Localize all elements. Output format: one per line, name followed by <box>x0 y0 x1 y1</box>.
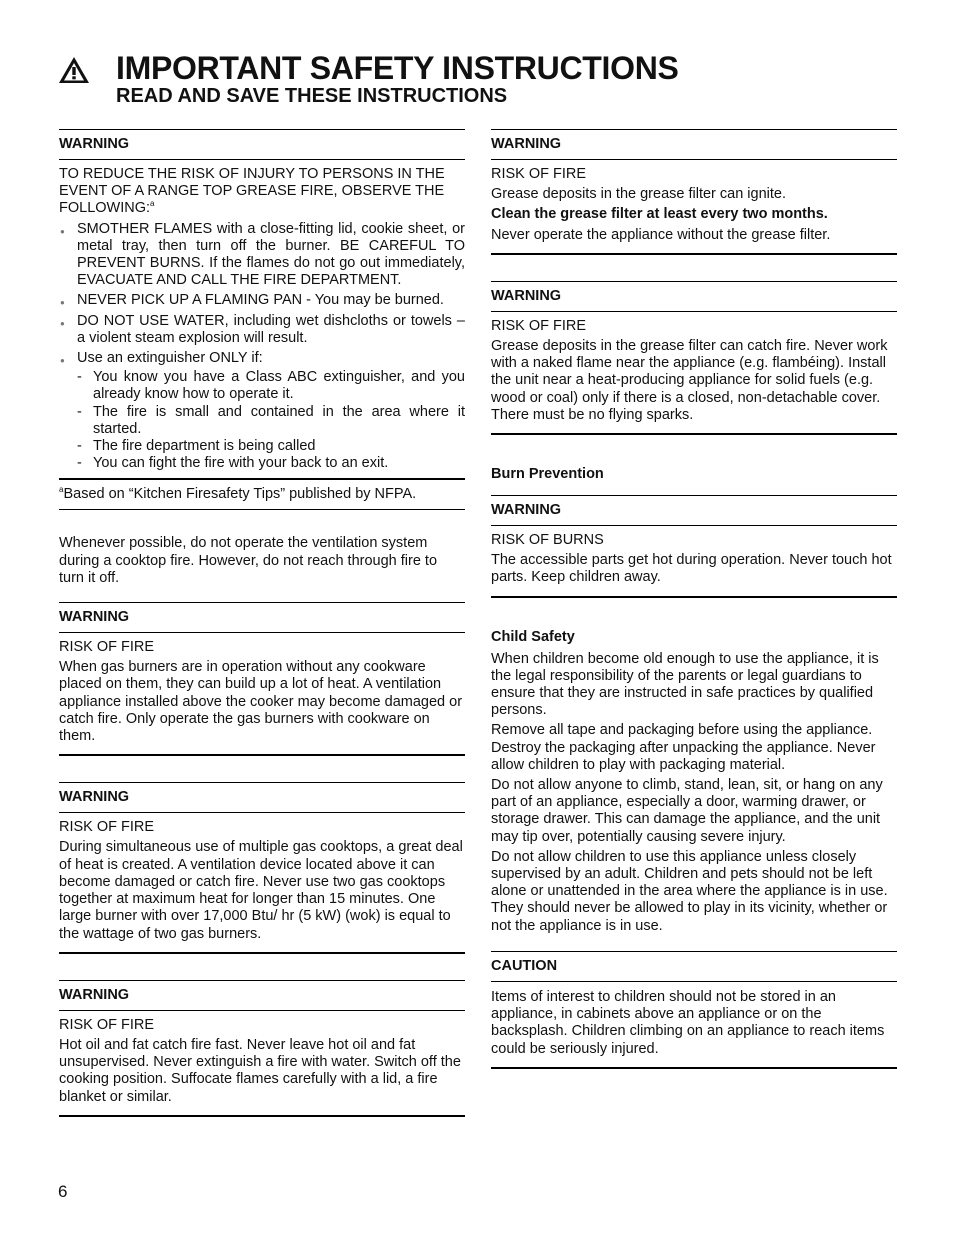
caution-text: Items of interest to children should not be stored in an appliance, in cabinets above an appliance or on the backsplash. Children climbing on an appliance to reach items could be seriously injured. <box>491 988 885 1057</box>
page-number: 6 <box>58 1182 68 1201</box>
risk-title: RISK OF FIRE <box>59 1016 155 1033</box>
warning-text: Grease deposits in the grease filter can catch fire. Never work with a naked flame near the appliance (e.g. flambéing). Install the unit near a heat-producing appliance for solid fuels (e.g. wood or coal) only if there is a closed, non-detachable cover. There must be no flying sparks. <box>491 338 888 423</box>
right-column <box>491 129 897 1069</box>
grease-filter-warning <box>491 129 897 255</box>
list-item: ● Use an extinguisher ONLY if: <box>59 350 465 367</box>
risk-title: RISK OF BURNS <box>491 532 604 549</box>
warning-label: WARNING <box>491 282 897 312</box>
naked-flame-warning <box>491 281 897 435</box>
burn-warning <box>491 495 897 598</box>
child-safety-paragraph: When children become old enough to use the appliance, it is the legal responsibility of the parents or legal guardians to ensure that they are instructed in safe practices by qualified persons. <box>491 650 879 719</box>
extinguisher-conditions <box>59 369 465 472</box>
warning-label: WARNING <box>491 130 897 160</box>
fire-warning-multiple-cooktops <box>59 782 465 953</box>
risk-title: RISK OF FIRE <box>491 317 587 334</box>
burn-prevention-heading: Burn Prevention <box>491 466 604 483</box>
grease-fire-intro: TO REDUCE THE RISK OF INJURY TO PERSONS IN THE EVENT OF A RANGE TOP GREASE FIRE, OBSERVE THE FOLLOWING:$^a$ <box>59 166 445 217</box>
footnote: $^a$Based on “Kitchen Firesafety Tips” published by NFPA. <box>59 480 465 510</box>
warning-label: WARNING <box>59 130 465 160</box>
left-column <box>59 129 465 1117</box>
warning-text: When gas burners are in operation without any cookware placed on them, they can build up a lot of heat. A ventilation appliance installed above the cooker may become damaged or catch fire. Only operate the gas burners with cookware on them. <box>59 659 463 745</box>
warning-emphasis: Clean the grease filter at least every two months. <box>491 206 828 223</box>
caution-box <box>491 951 897 1069</box>
warning-label: WARNING <box>59 603 465 633</box>
risk-title: RISK OF FIRE <box>491 166 587 182</box>
ventilation-note: Whenever possible, do not operate the ventilation system during a cooktop fire. However, do not reach through fire to turn it off. <box>59 535 438 586</box>
list-item: ● DO NOT USE WATER, including wet dishcloths or towels – a violent steam explosion will result. <box>59 313 465 347</box>
grease-fire-bullets <box>59 221 465 368</box>
child-safety-paragraph: Do not allow anyone to climb, stand, lean, sit, or hang on any part of an appliance, especially a door, warming drawer, or storage drawer. This can damage the appliance, and the unit may tip over, potentially causing severe injury. <box>491 777 883 845</box>
list-item: - The fire is small and contained in the area where it started. <box>75 404 465 438</box>
list-item: - You can fight the fire with your back to an exit. <box>75 455 465 472</box>
fire-warning-no-cookware <box>59 602 465 756</box>
warning-label: WARNING <box>59 783 465 813</box>
grease-fire-warning <box>59 129 465 480</box>
risk-title: RISK OF FIRE <box>59 639 155 656</box>
child-safety-paragraph: Remove all tape and packaging before using the appliance. Destroy the packaging after unpacking the appliance. Never allow children to play with packaging material. <box>491 722 876 773</box>
risk-title: RISK OF FIRE <box>59 819 155 836</box>
caution-label: CAUTION <box>491 952 897 982</box>
page-subtitle: READ AND SAVE THESE INSTRUCTIONS <box>116 85 508 107</box>
list-item: - The fire department is being called <box>75 438 465 455</box>
list-item: ● SMOTHER FLAMES with a close-fitting lid, cookie sheet, or metal tray, then turn off the burner. BE CAREFUL TO PREVENT BURNS. If the flames do not go out immediately, EVACUATE AND CALL THE FIRE DEPARTMENT. <box>59 221 465 290</box>
warning-label: WARNING <box>491 496 897 526</box>
child-safety-paragraph: Do not allow children to use this appliance unless closely supervised by an adult. Children and pets should not be left alone or unattended in the area where the appliance is in use. They should never be allowed to play in its vicinity, whether or not the appliance is in use. <box>491 848 888 934</box>
warning-label: WARNING <box>59 981 465 1011</box>
fire-warning-hot-oil <box>59 980 465 1117</box>
page-title: IMPORTANT SAFETY INSTRUCTIONS <box>116 50 679 86</box>
list-item: ● NEVER PICK UP A FLAMING PAN - You may be burned. <box>59 292 465 309</box>
child-safety-heading: Child Safety <box>491 628 575 645</box>
warning-text: The accessible parts get hot during operation. Never touch hot parts. Keep children away. <box>491 552 892 586</box>
list-item: - You know you have a Class ABC extinguisher, and you already know how to operate it. <box>75 369 465 403</box>
warning-text: Hot oil and fat catch fire fast. Never leave hot oil and fat unsupervised. Never extinguish a fire with water. Switch off the cooking position. Suffocate flames carefully with a lid, a fire blanket or similar. <box>59 1036 461 1105</box>
warning-text: Never operate the appliance without the grease filter. <box>491 226 831 243</box>
warning-text: Grease deposits in the grease filter can ignite. <box>491 186 786 203</box>
warning-triangle-icon <box>58 56 90 84</box>
warning-text: During simultaneous use of multiple gas cooktops, a great deal of heat is created. A ventilation device located above it can become damaged or catch fire. Never use two gas cooktops together at maximum heat for longer than 15 minutes. One large burner with over 17,000 Btu/ hr (5 kW) (wok) is equal to the wattage of two gas burners. <box>59 839 463 942</box>
